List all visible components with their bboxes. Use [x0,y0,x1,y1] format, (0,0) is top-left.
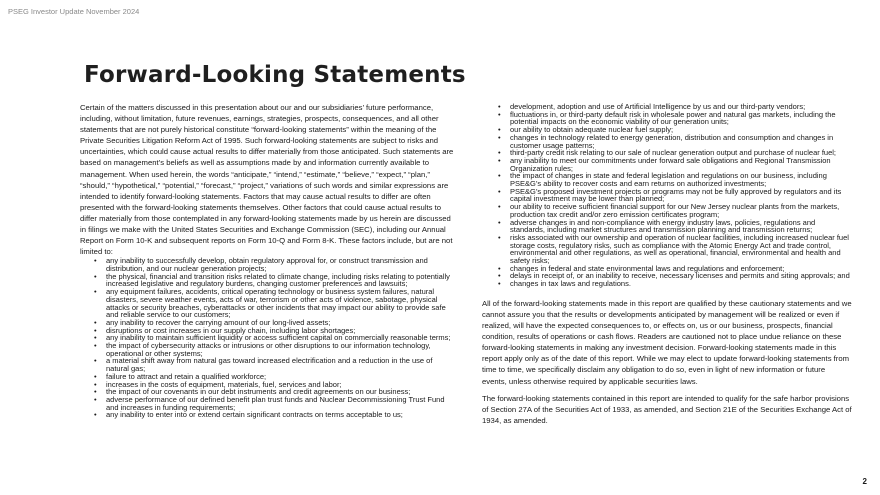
bullet-icon: • [94,341,97,351]
bullet-icon: • [498,171,501,181]
list-item-text: third-party credit risk relating to our sale of nuclear generation output and purchase of nuclear fuel; [510,148,837,158]
bullet-icon: • [498,271,501,281]
bullet-icon: • [498,102,501,111]
list-item-text: any inability to recover the carrying amount of our long-lived assets; [106,317,331,327]
list-item [498,171,852,189]
bullet-icon: • [498,148,501,158]
bullet-icon: • [94,379,97,389]
left-column [80,102,456,419]
list-item-text: delays in receipt of, or an inability to receive, necessary licenses and permits and siting approvals; and [510,271,850,281]
bullet-icon: • [498,202,501,212]
qualification-paragraph: All of the forward-looking statements made in this report are qualified by these cautionary statements and we cannot assure you that the results or developments anticipated by management will be realized or even if realized, will have the expected consequences to, or effects on, us or our business, prospects, financial condition, results of operations or cash flows. Readers are cautioned not to place undue reliance on these forward-looking statements in making any investment decision. Forward-looking statements made in this report apply only as of the date of this report. While we may elect to update forward-looking statements from time to time, we specifically disclaim any obligation to do so, even in light of new information or future events, unless otherwise required by applicable securities laws. [482,298,852,386]
list-item-text: our ability to receive sufficient financial support for our New Jersey nuclear plants from the markets, production tax credit and/or zero emission certificates program; [510,202,840,219]
list-item [94,356,456,374]
list-item [94,341,456,358]
list-item-text: any inability to successfully develop, obtain regulatory approval for, or construct transmission and distribution, and our nuclear generation projects; [106,256,428,274]
list-item-text: changes in federal and state environmental laws and regulations and enforcement; [510,263,785,273]
list-item-text: the physical, financial and transition risks related to climate change, including risks relating to potentially increased legislative and regulatory burdens, changing customer preferences and lawsuits; [106,271,450,289]
list-item-text: any equipment failures, accidents, critical operating technology or business system failures, natural disasters, severe weather events, acts of war, terrorism or other acts of violence, sabotage, physical attacks or security breaches, cyberattacks or other incidents that may impact our ability to provide safe and reliable service to our customers; [106,287,446,320]
list-item-text: changes in technology related to energy generation, distribution and consumption and changes in customer usage patterns; [510,132,834,150]
bullet-icon: • [498,125,501,135]
bullet-icon: • [94,325,97,335]
list-item [94,287,456,320]
list-item-text: PSE&G’s proposed investment projects or programs may not be fully approved by regulators and its capital investment may be lower than planned; [510,186,842,204]
bullet-icon: • [498,155,501,165]
bullet-icon: • [498,217,501,227]
bullet-icon: • [498,232,501,242]
list-item-text: increases in the costs of equipment, materials, fuel, services and labor; [106,379,342,389]
list-item-text: any inability to enter into or extend certain significant contracts on terms acceptable to us; [106,410,403,420]
bullet-icon: • [94,256,97,266]
left-bullet-list [94,256,456,420]
list-item-text: a material shift away from natural gas toward increased electrification and a reduction in the use of natural gas; [106,356,433,374]
list-item [498,232,852,266]
list-item [94,410,456,420]
list-item [498,186,852,204]
list-item-text: any inability to meet our commitments under forward sale obligations and Regional Transmission Organization rules; [510,155,831,173]
bullet-icon: • [94,394,97,404]
list-item [94,394,456,412]
bullet-icon: • [498,109,501,119]
list-item [498,109,852,127]
bullet-icon: • [94,410,97,420]
bullet-icon: • [498,186,501,196]
header-tag: PSEG Investor Update November 2024 [8,7,140,16]
list-item-text: changes in tax laws and regulations. [510,279,631,289]
list-item-text: failure to attract and retain a qualified workforce; [106,371,267,381]
list-item-text: the impact of cybersecurity attacks or intrusions or other disruptions to our information technology, operational or other systems; [106,341,431,358]
page-number: 2 [862,477,867,486]
list-item [498,202,852,219]
list-item-text: development, adoption and use of Artificial Intelligence by us and our third-party vendors; [510,102,806,111]
list-item-text: risks associated with our ownership and operation of nuclear facilities, including increased nuclear fuel storage costs, regulatory risks, such as compliance with the Atomic Energy Act and trade control, environmental and other regulations, as well as operational, financial, environmental and health and safety risks; [510,232,849,266]
bullet-icon: • [94,287,97,297]
list-item-text: fluctuations in, or third-party default risk in wholesale power and natural gas markets, including the potential impacts on the economic viability of our generation units; [510,109,836,127]
list-item [94,256,456,274]
page-title: Forward-Looking Statements [84,62,466,88]
safe-harbor-paragraph: The forward-looking statements contained in this report are intended to qualify for the safe harbor provisions of Section 27A of the Securities Act of 1933, as amended, and Section 21E of the Securities Exchange Act of 1934, as amended. [482,393,852,425]
list-item [498,132,852,150]
list-item [94,271,456,289]
bullet-icon: • [94,356,97,366]
bullet-icon: • [498,263,501,273]
list-item [498,217,852,235]
intro-paragraph: Certain of the matters discussed in this presentation about our and our subsidiaries’ future performance, including, without limitation, future revenues, earnings, strategies, prospects, consequences, and all other statements that are not purely historical constitute “forward-looking statements” within the meaning of the Private Securities Litigation Reform Act of 1995. Such forward-looking statements are subject to risks and uncertainties, which could cause actual results to differ materially from those anticipated. Such statements are based on management’s beliefs as well as assumptions made by and information currently available to management. When used herein, the words “anticipate,” “intend,” “estimate,” “believe,” “expect,” “plan,” “should,” “hypothetical,” “potential,” “forecast,” “project,” variations of such words and similar expressions are intended to identify forward-looking statements. Factors that may cause actual results to differ are often presented with the forward-looking statements themselves. Other factors that could cause actual results to differ materially from those contemplated in any forward-looking statements made by us herein are discussed in filings we make with the United States Securities and Exchange Commission (SEC), including our Annual Report on Form 10-K and subsequent reports on Form 10-Q and Form 8-K. These factors include, but are not limited to: [80,103,454,257]
bullet-icon: • [94,317,97,327]
bullet-icon: • [498,132,501,142]
list-item-text: the impact of changes in state and federal legislation and regulations on our business, including PSE&G’s ability to recover costs and earn returns on authorized investments; [510,171,827,189]
bullet-icon: • [94,387,97,397]
list-item-text: disruptions or cost increases in our supply chain, including labor shortages; [106,325,356,335]
list-item-text: adverse performance of our defined benefit plan trust funds and Nuclear Decommissioning Trust Fund and increases in funding requirements; [106,394,445,412]
bullet-icon: • [94,371,97,381]
right-bullet-list [498,102,852,289]
list-item-text: adverse changes in and non-compliance with energy industry laws, policies, regulations and standards, including market structures and transmission planning and transmission returns; [510,217,816,235]
bullet-icon: • [94,271,97,281]
list-item [498,155,852,173]
right-column [482,103,852,426]
list-item-text: any inability to maintain sufficient liquidity or access sufficient capital on commercially reasonable terms; [106,333,451,343]
list-item-text: the impact of our covenants in our debt instruments and credit agreements on our business; [106,387,411,397]
list-item [498,279,852,289]
bullet-icon: • [498,279,501,289]
bullet-icon: • [94,333,97,343]
list-item-text: our ability to obtain adequate nuclear fuel supply; [510,125,674,135]
